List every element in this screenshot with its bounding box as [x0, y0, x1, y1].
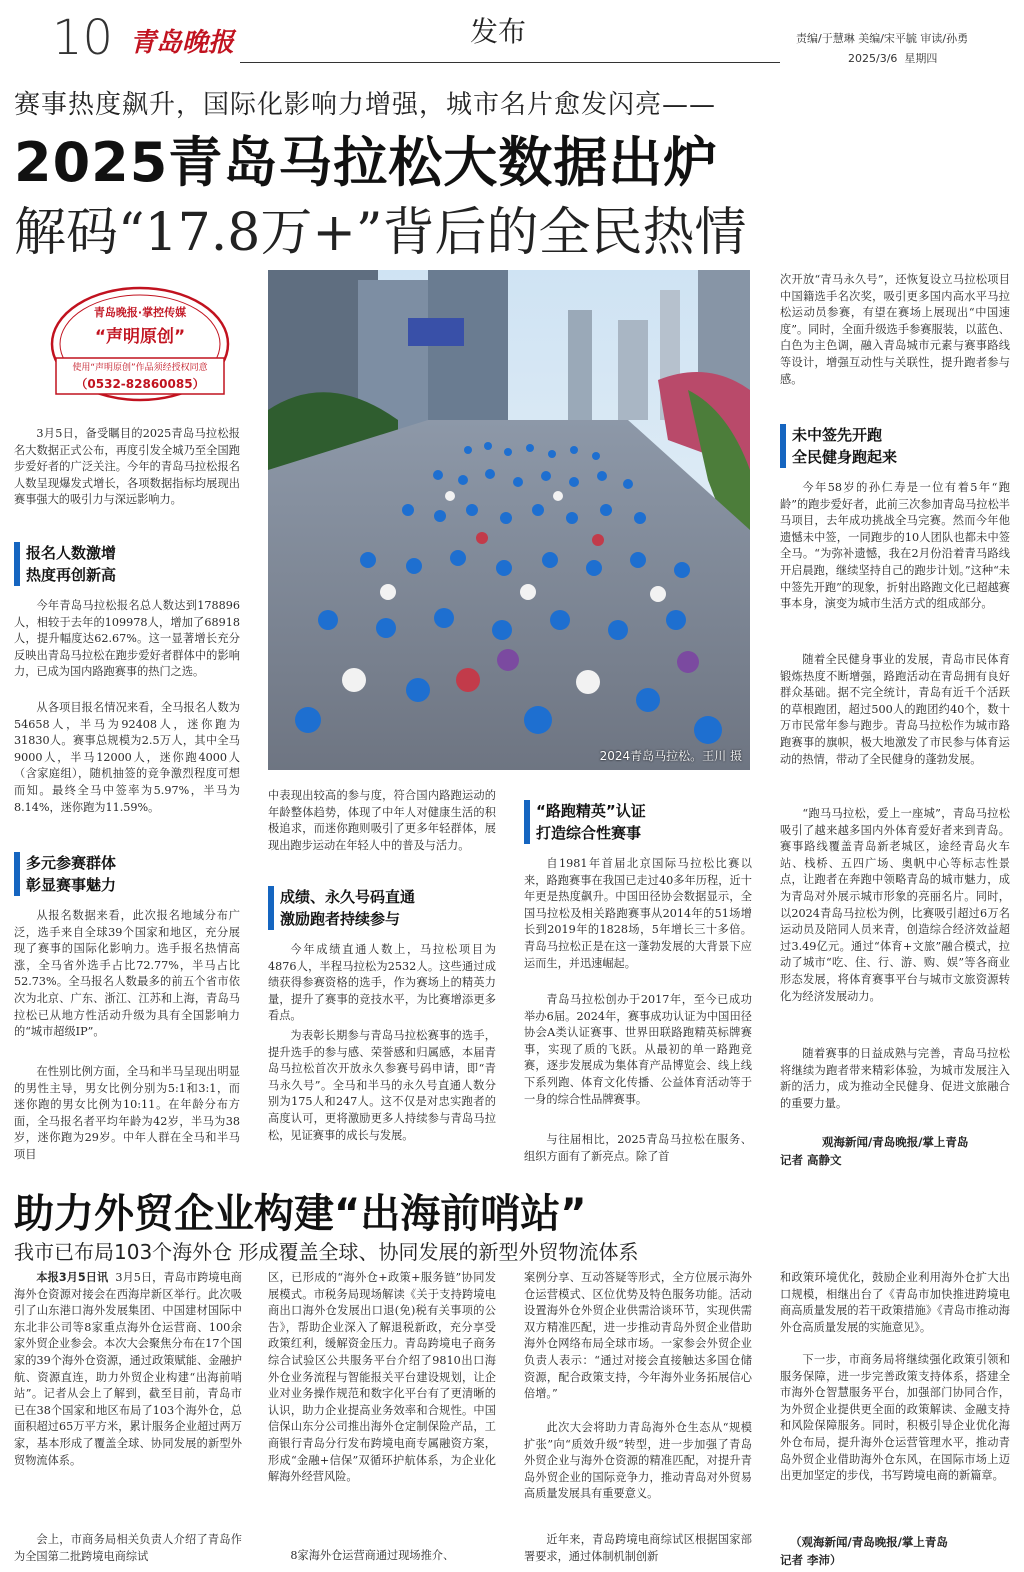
subhead-line: 报名人数激增	[26, 544, 117, 562]
paragraph: 下一步，市商务局将继续强化政策引领和服务保障，进一步完善政策支持体系，搭建全市海外仓智慧服务平台，加强部门协同合作，为外贸企业提供更全面的政策解读、金融支持和风险保障服务。同时，积极引导企业优化海外仓布局，提升海外仓运营管理水平，推动青岛外贸企业借助海外仓东风，在国际市场上迈出更加坚定的步伐，书写跨境电商的新篇章。	[780, 1353, 1010, 1483]
story1-kicker: 赛事热度飙升，国际化影响力增强，城市名片愈发闪亮——	[14, 90, 717, 120]
story1-subheadline: 解码“17.8万+”背后的全民热情	[14, 203, 747, 263]
paragraph: 中表现出较高的参与度，符合国内路跑运动的年龄整体趋势，体现了中年人对健康生活的积极追求，而迷你跑则吸引了更多年轻群体，展现出跑步运动在年轻人中的普及与活力。	[268, 789, 496, 852]
page-number: 10	[52, 10, 114, 66]
subhead-line: 激励跑者持续参与	[280, 910, 401, 928]
stamp-phone: （0532-82860085）	[75, 377, 205, 391]
dateline	[848, 50, 937, 66]
paragraph: 8家海外仓运营商通过现场推介、	[290, 1549, 455, 1562]
paragraph	[14, 1270, 242, 1469]
paragraph: 区，已形成的“海外仓+政策+服务链”协同发展模式。市税务局现场解读《关于支持跨境电商出口海外仓发展出口退(免)税有关事项的公告》，帮助企业深入了解退税新政，充分享受政策红利，缓解资金压力。青岛跨境电子商务综合试验区公共服务平台介绍了9810出口海外仓业务流程与智能报关平台建设规划，让企业对业务操作规范和数字化平台有了更清晰的认识，助力企业提高业务效率和合规性。中国信保山东分公司推出海外仓定制保险产品，工商银行青岛分行发布跨境电商专属融资方案，形成“金融+信保”双循环护航体系，为企业化解海外经营风险。	[268, 1271, 496, 1484]
subhead-participants	[14, 852, 116, 896]
stamp-line3: 使用“声明原创”作品须经授权同意	[72, 363, 208, 373]
story2-lead: 本报3月5日讯	[36, 1271, 109, 1284]
paragraph: 从各项目报名情况来看，全马报名人数为54658人，半马为92408人，迷你跑为31830人。赛事总规模为2.5万人，其中全马9000人，半马12000人，迷你跑4000人（含家庭组），随机抽签的竞争激烈程度可想而知。最终全马中签率为5.97%，半马为8.14%，迷你跑为11.59%。	[14, 701, 240, 814]
paragraph: 随着全民健身事业的发展，青岛市民体育锻炼热度不断增强，路跑活动在青岛拥有良好群众基础。据不完全统计，青岛有近千个活跃的草根跑团，超过500人的跑团约40个，数十万市民常年参与跑步。青岛马拉松作为城市路跑赛事的旗帜，极大地激发了市民参与体育运动的热情，带动了全民健身的蓬勃发展。	[780, 653, 1010, 766]
paragraph: 为表彰长期参与青岛马拉松赛事的选手，提升选手的参与感、荣誉感和归属感，本届青岛马拉松首次开放永久参赛号码申请，即“青马永久号”。全马和半马的永久号直通人数分别为175人和247人。这不仅是对忠实跑者的高度认可，更将激励更多人持续参与青岛马拉松，见证赛事的成长与发展。	[268, 1029, 496, 1142]
subhead-line: 彰显赛事魅力	[26, 876, 117, 894]
story1-intro: 3月5日，备受瞩目的2025青岛马拉松报名大数据正式公布，再度引发全城乃至全国跑步爱好者的广泛关注。今年的青岛马拉松报名人数呈现爆发式增长，各项数据指标均展现出赛事强大的吸引力与深远影响力。	[14, 427, 240, 507]
story2-text: 3月5日，青岛市跨境电商海外仓资源对接会在西海岸新区举行。此次吸引了山东港口海外发展集团、中国建材国际中东北非公司等8家重点海外仓运营商、100余家外贸企业参会。本次大会聚焦分布在17个国家的39个海外仓资源，通过政策赋能、金融护航、资源直连，助力外贸企业构建“出海前哨站”。记者从会上了解到，截至目前，青岛市已在38个国家和地区布局了103个海外仓，总面积超过65万平方米，累计服务企业超过两万家，基本形成了覆盖全球、协同发展的新型外贸物流体系。	[14, 1271, 242, 1467]
masthead-rule	[240, 62, 780, 63]
story2-headline: 助力外贸企业构建“出海前哨站”	[14, 1191, 587, 1237]
subhead-qualifiers	[268, 886, 415, 930]
paragraph: “跑马马拉松，爱上一座城”，青岛马拉松吸引了越来越多国内外体育爱好者来到青岛。赛事路线覆盖青岛新老城区，途经青岛火车站、栈桥、五四广场、奥帆中心等标志性景点，让跑者在奔跑中领略青岛的城市魅力，成为青岛对外展示城市形象的亮丽名片。同时，以2024青岛马拉松为例，比赛吸引超过6万名运动员及陪同人员来青，创造综合经济效益超过3.49亿元。通过“体育+文旅”融合模式，拉动了城市“吃、住、行、游、购、娱”等各商业形态发展，将体育赛事平台与城市文旅资源转化为经济发展动力。	[780, 807, 1010, 1003]
paragraph: 和政策环境优化，鼓励企业利用海外仓扩大出口规模，相继出台了《青岛市加快推进跨境电商高质量发展的若干政策措施》《青岛市推动海外仓高质量发展的实施意见》。	[780, 1271, 1010, 1334]
subhead-line: “路跑精英”认证	[536, 802, 646, 820]
paragraph: 今年成绩直通人数上，马拉松项目为4876人，半程马拉松为2532人。这些通过成绩获得参赛资格的选手，作为赛场上的精英力量，提升了赛事的竞技水平，为比赛增添更多看点。	[268, 943, 496, 1023]
paragraph: 青岛马拉松创办于2017年，至今已成功举办6届。2024年，赛事成功认证为中国田径协会A类认证赛事、世界田联路跑精英标牌赛事，实现了质的飞跃。从最初的单一路跑竞赛，逐步发展成为集体育产品博览会、线上线下系列跑、体育文化传播、公益体育活动等于一身的综合性品牌赛事。	[524, 993, 752, 1106]
paragraph: 近年来，青岛跨境电商综试区根据国家部署要求，通过体制机制创新	[524, 1533, 752, 1563]
paragraph: 在性别比例方面，全马和半马呈现出明显的男性主导，男女比例分别为5:1和3:1，而迷你跑的男女比例为10:11。在年龄分布方面，全马报名者平均年龄为42岁，半马为38岁，迷你跑为29岁。中年人群在全马和半马项目	[14, 1065, 240, 1161]
subhead-line: 未中签先开跑	[792, 426, 883, 444]
original-content-stamp	[48, 286, 232, 418]
marathon-photo	[268, 270, 750, 770]
newspaper-logo: 青岛晚报	[130, 28, 235, 58]
paragraph: 从报名数据来看，此次报名地域分布广泛，选手来自全球39个国家和地区，充分展现了赛事的国际化影响力。选手报名热情高涨，全马省外选手占比72.77%，半马占比52.73%。全马报名人数最多的前五个省市依次为北京、广东、浙江、江苏和上海，青岛马拉松已从地方性活动升级为具有全国影响力的“城市超级IP”。	[14, 909, 240, 1039]
paragraph: 随着赛事的日益成熟与完善，青岛马拉松将继续为跑者带来精彩体验，为城市发展注入新的活力，成为推动全民健身、促进文旅融合的重要力量。	[780, 1047, 1010, 1110]
paragraph: 自1981年首届北京国际马拉松比赛以来，路跑赛事在我国已走过40多年历程，近十年更是热度飙升。中国田径协会数据显示，全国马拉松及相关路跑赛事从2014年的51场增长到2019年的1828场，5年增长三十多倍。青岛马拉松正是在这一蓬勃发展的大背景下应运而生，并迅速崛起。	[524, 857, 752, 970]
story2-reporter: 记者 李沛）	[780, 1553, 842, 1567]
subhead-line: 打造综合性赛事	[536, 824, 642, 842]
issue-date: 2025/3/6	[848, 52, 898, 65]
photo-credit: 2024青岛马拉松。王川 摄	[599, 749, 742, 763]
paragraph: 与往届相比，2025青岛马拉松在服务、组织方面有了新亮点。除了首	[524, 1133, 752, 1163]
subhead-fitness	[780, 424, 897, 468]
paragraph: 今年青岛马拉松报名总人数达到178896人，相较于去年的109978人，增加了68918人，提升幅度达62.67%。这一显著增长充分反映出青岛马拉松在跑步爱好者群体中的影响力，已成为国内路跑赛事的热门之选。	[14, 599, 240, 679]
subhead-line: 全民健身跑起来	[792, 448, 898, 466]
stamp-line1: 青岛晚报·掌控传媒	[93, 306, 187, 319]
subhead-line: 成绩、永久号码直通	[280, 888, 416, 906]
stamp-line2: “声明原创”	[94, 327, 186, 347]
editors-credit: 责编/于慧琳 美编/宋平毓 审读/孙勇	[796, 32, 969, 45]
paragraph: 会上，市商务局相关负责人介绍了青岛作为全国第二批跨境电商综试	[14, 1533, 242, 1563]
paragraph: 今年58岁的孙仁寿是一位有着5年“跑龄”的跑步爱好者，此前三次参加青岛马拉松半马项目，去年成功挑战全马完赛。然而今年他遗憾未中签，一同跑步的10人团队也都未中签全马。“为弥补遗憾，我在2月份沿着青马路线开启晨跑，继续坚持自己的跑步计划。”这种“未中签先开跑”的现象，折射出路跑文化已超越赛事本身，演变为城市生活方式的组成部分。	[780, 481, 1010, 611]
paragraph: 此次大会将助力青岛海外仓生态从“规模扩张”向“质效升级”转型，进一步加强了青岛外贸企业与海外仓资源的精准匹配，对提升青岛外贸企业的国际竞争力，推动青岛对外贸易高质量发展具有重要意义。	[524, 1421, 752, 1501]
story1-headline: 2025青岛马拉松大数据出炉	[14, 131, 719, 194]
paragraph: 次开放“青马永久号”，还恢复设立马拉松项目中国籍选手名次奖，吸引更多国内高水平马拉松运动员参赛，有望在赛场上展现出“中国速度”。同时，全面升级选手参赛服装，以蓝色、白色为主色调，融入青岛城市元素与赛事路线等设计，增强互动性与关联性，提升跑者参与感。	[780, 273, 1010, 386]
section-title: 发布	[470, 15, 527, 48]
story2-subheadline: 我市已布局103个海外仓 形成覆盖全球、协同发展的新型外贸物流体系	[14, 1240, 639, 1264]
issue-weekday: 星期四	[904, 52, 938, 65]
subhead-line: 热度再创新高	[26, 566, 117, 584]
subhead-registration	[14, 542, 116, 586]
story2-byline: （观海新闻/青岛晚报/掌上青岛	[790, 1535, 948, 1549]
story1-byline: 观海新闻/青岛晚报/掌上青岛	[822, 1135, 969, 1149]
paragraph: 案例分享、互动答疑等形式，全方位展示海外仓运营模式、区位优势及特色服务功能。活动设置海外仓外贸企业供需洽谈环节，实现供需双方精准匹配，进一步推动青岛外贸企业借助海外仓网络布局全球市场。一家参会外贸企业负责人表示：“通过对接会直接触达多国仓储资源，配合政策支持，今年海外业务拓展信心倍增。”	[524, 1271, 752, 1401]
subhead-elite	[524, 800, 646, 844]
subhead-line: 多元参赛群体	[26, 854, 117, 872]
story1-reporter: 记者 高静文	[780, 1153, 842, 1167]
